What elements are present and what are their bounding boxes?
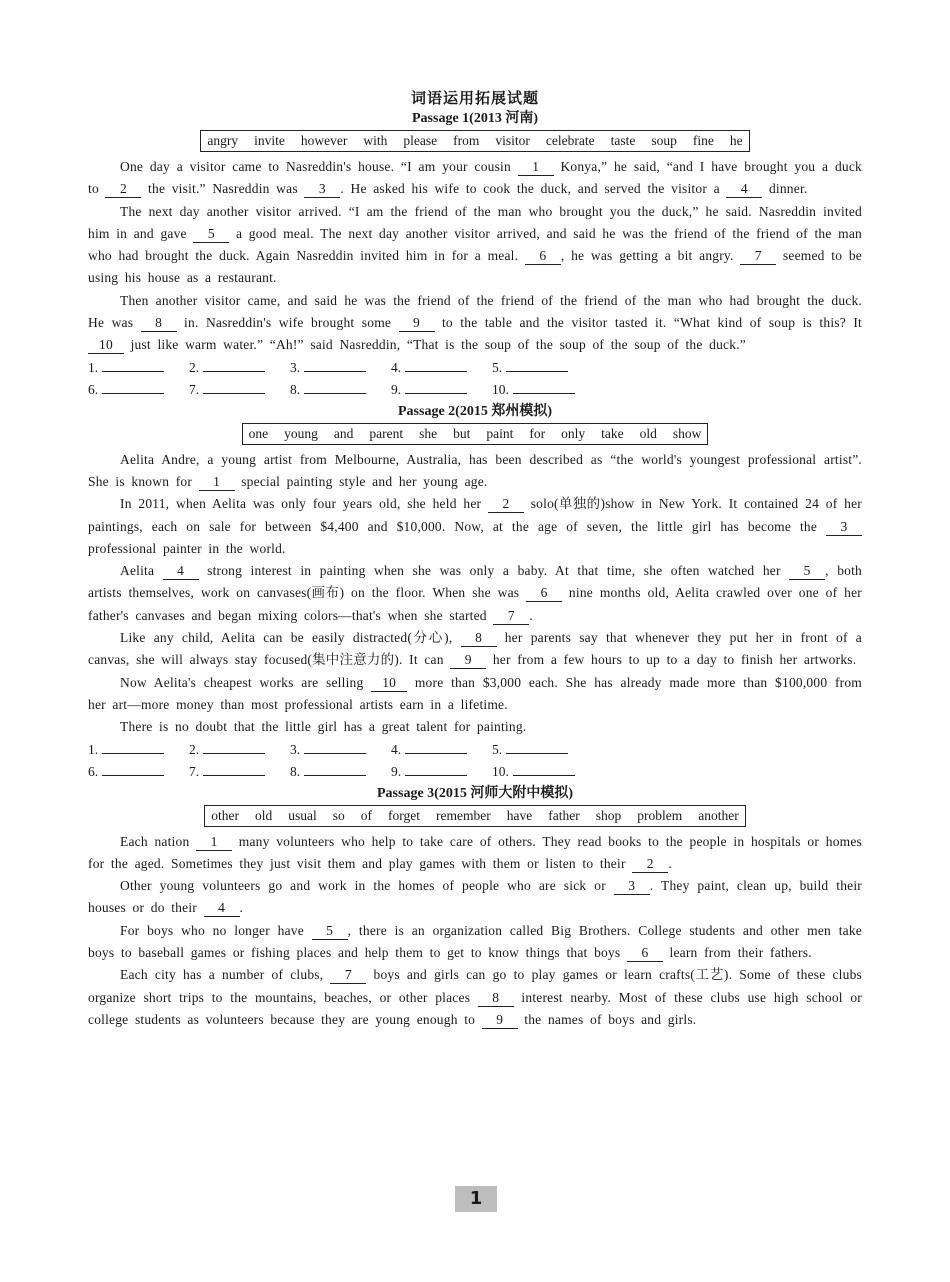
word-bank-item: father xyxy=(548,807,580,823)
word-bank-item: one xyxy=(248,425,269,441)
blank-3[interactable]: 3 xyxy=(614,878,650,895)
word-bank-item: another xyxy=(698,807,739,823)
answer-slot[interactable] xyxy=(492,379,593,401)
word-bank-item: for xyxy=(529,425,546,441)
passage2-answer-lines xyxy=(88,739,862,783)
word-bank-item: but xyxy=(453,425,471,441)
paragraph: Then another visitor came, and said he was the friend of the friend of the friend of the man who had brought the duck. He was 8 in. Nasreddin's wife brought some 9 to the table and the visitor tasted it. “What kind of soup is this? It 10 just like warm water.” “Ah!” said Nasreddin, “That is the soup of the soup of the soup of the duck.” xyxy=(88,292,863,353)
paragraph: For boys who no longer have 5 , there is an organization called Big Brothers. College students and other men take boys to baseball games or fishing places and help them to get to know things that boys 6 learn from their fathers. xyxy=(88,922,862,961)
answer-number: 4. xyxy=(391,359,402,375)
passage1-answer-lines xyxy=(88,357,862,401)
answer-number: 1. xyxy=(88,359,99,375)
blank-6[interactable]: 6 xyxy=(525,248,561,265)
word-bank-item: and xyxy=(333,425,354,441)
passage1-title: Passage 1(2013 河南) xyxy=(412,111,538,126)
word-bank-item: from xyxy=(453,133,480,148)
blank-3[interactable]: 3 xyxy=(826,519,862,536)
word-bank-item: only xyxy=(561,425,586,441)
answer-number: 3. xyxy=(290,359,301,375)
answer-slot[interactable] xyxy=(391,761,492,783)
answer-line[interactable] xyxy=(203,357,265,372)
blank-7[interactable]: 7 xyxy=(740,248,776,265)
blank-10[interactable]: 10 xyxy=(88,337,124,354)
answer-line[interactable] xyxy=(102,379,164,394)
answer-line[interactable] xyxy=(304,379,366,394)
blank-10[interactable]: 10 xyxy=(371,675,407,692)
answer-number: 5. xyxy=(492,741,503,757)
blank-7[interactable]: 7 xyxy=(330,967,366,984)
answer-slot[interactable] xyxy=(88,739,189,761)
blank-7[interactable]: 7 xyxy=(493,608,529,625)
answer-number: 7. xyxy=(189,763,200,779)
word-bank-item: parent xyxy=(369,425,404,441)
answer-slot[interactable] xyxy=(189,379,290,401)
paragraph: Each nation 1 many volunteers who help to take care of others. They read books to the people in hospitals or homes for the aged. Sometimes they just visit them and play games with them or listen to their 2 . xyxy=(88,833,862,871)
answer-number: 8. xyxy=(290,381,301,397)
paragraph: The next day another visitor arrived. “I am the friend of the man who brought you the duck,” he said. Nasreddin invited him in and gave 5 a good meal. The next day another visitor arrived, and said he was the friend of the friend of the man who had brought the duck. Again Nasreddin invited him in for a meal. 6 , he was getting a bit angry. 7 seemed to be using his house as a restaurant. xyxy=(88,203,862,286)
word-bank-item: forget xyxy=(388,807,421,823)
blank-9[interactable]: 9 xyxy=(399,315,435,332)
answer-row xyxy=(88,739,862,761)
answer-row xyxy=(88,761,862,783)
answer-row xyxy=(88,357,862,379)
answer-line[interactable] xyxy=(203,739,265,754)
word-bank-item: celebrate xyxy=(545,133,595,148)
answer-line[interactable] xyxy=(405,357,467,372)
paragraph: Aelita 4 strong interest in painting when she was only a baby. At that time, she often watched her 5 , both artists themselves, work on canvases(画布) on the floor. When she was 6 nine months old, Aelita crawled over one of her father's canvases and began mixing colors—that's when she started 7 . xyxy=(88,563,862,623)
paragraph: Now Aelita's cheapest works are selling 10 more than $3,000 each. She has already made more than $100,000 from her art—more money than most professional artists earn in a lifetime. xyxy=(88,674,863,712)
answer-slot[interactable] xyxy=(189,357,290,379)
paragraph: Aelita Andre, a young artist from Melbourne, Australia, has been described as “the world's youngest professional artist”. She is known for 1 special painting style and her young age. xyxy=(88,451,862,489)
word-bank-item: invite xyxy=(254,133,285,148)
answer-number: 6. xyxy=(88,763,99,779)
word-bank-item: fine xyxy=(692,133,714,148)
word-bank-item: take xyxy=(601,425,624,441)
answer-slot[interactable] xyxy=(290,739,391,761)
word-bank-item: remember xyxy=(436,807,491,823)
word-bank-item: have xyxy=(506,807,533,823)
paragraph: There is no doubt that the little girl has a great talent for painting. xyxy=(120,719,527,735)
answer-number: 8. xyxy=(290,763,301,779)
paragraph: Each city has a number of clubs, 7 boys and girls can go to play games or learn crafts(工艺). Some of these clubs organize short trips to the mountains, beaches, or other places 8 interest nearby. Most of these clubs use high school or college students as volunteers because they are young enough to 9 the names of boys and girls. xyxy=(88,967,862,1027)
answer-line[interactable] xyxy=(513,761,575,776)
blank-2[interactable]: 2 xyxy=(632,856,668,873)
word-bank-item: so xyxy=(332,807,345,823)
answer-number: 9. xyxy=(391,381,402,397)
answer-number: 2. xyxy=(189,359,200,375)
answer-number: 2. xyxy=(189,741,200,757)
word-bank-item: taste xyxy=(610,133,636,148)
answer-slot[interactable] xyxy=(189,761,290,783)
word-bank-item: however xyxy=(300,133,348,148)
word-bank-item: with xyxy=(363,133,388,148)
answer-line[interactable] xyxy=(102,739,164,754)
passage3-title: Passage 3(2015 河师大附中模拟) xyxy=(377,785,573,801)
answer-slot[interactable] xyxy=(88,357,189,379)
passage2-title: Passage 2(2015 郑州模拟) xyxy=(398,403,552,419)
answer-row xyxy=(88,379,862,401)
word-bank-item: please xyxy=(403,133,438,148)
paragraph: Other young volunteers go and work in the homes of people who are sick or 3 . They paint, clean up, build their houses or do their 4 . xyxy=(88,878,862,916)
blank-1[interactable]: 1 xyxy=(518,159,554,176)
blank-4[interactable]: 4 xyxy=(163,563,199,580)
answer-line[interactable] xyxy=(506,357,568,372)
answer-line[interactable] xyxy=(304,761,366,776)
blank-9[interactable]: 9 xyxy=(482,1012,518,1029)
word-bank-item: young xyxy=(284,425,318,441)
answer-line[interactable] xyxy=(102,357,164,372)
blank-6[interactable]: 6 xyxy=(526,585,562,602)
answer-line[interactable] xyxy=(304,357,366,372)
page xyxy=(88,0,862,1031)
passage3-word-box xyxy=(204,805,745,827)
answer-line[interactable] xyxy=(506,739,568,754)
answer-line[interactable] xyxy=(405,379,467,394)
blank-1[interactable]: 1 xyxy=(196,834,232,851)
answer-line[interactable] xyxy=(405,761,467,776)
answer-number: 10. xyxy=(492,763,509,779)
answer-number: 9. xyxy=(391,763,402,779)
word-bank-item: of xyxy=(360,807,373,823)
answer-number: 4. xyxy=(391,741,402,757)
word-bank-item: visitor xyxy=(495,133,530,148)
blank-3[interactable]: 3 xyxy=(304,181,340,198)
blank-8[interactable]: 8 xyxy=(461,630,497,647)
passage2-word-box xyxy=(242,423,709,445)
answer-number: 5. xyxy=(492,359,503,375)
paragraph: In 2011, when Aelita was only four years old, she held her 2 solo(单独的)show in New York. It contained 24 of her paintings, each on sale for between $4,400 and $10,000. Now, at the age of seven, the little girl has become the 3 professional painter in the world. xyxy=(88,496,862,556)
answer-number: 3. xyxy=(290,741,301,757)
page-number: 1 xyxy=(455,1186,497,1212)
passage1-text xyxy=(88,156,862,357)
word-bank-item: old xyxy=(639,425,657,441)
answer-slot[interactable] xyxy=(492,739,593,761)
answer-number: 10. xyxy=(492,381,509,397)
answer-number: 7. xyxy=(189,381,200,397)
answer-slot[interactable] xyxy=(88,379,189,401)
blank-5[interactable]: 5 xyxy=(789,563,825,580)
word-bank-item: old xyxy=(255,807,273,823)
word-bank-item: paint xyxy=(486,425,514,441)
blank-8[interactable]: 8 xyxy=(141,315,177,332)
answer-number: 6. xyxy=(88,381,99,397)
word-bank-item: show xyxy=(672,425,702,441)
word-bank-item: other xyxy=(211,807,240,823)
answer-slot[interactable] xyxy=(290,761,391,783)
passage2-text xyxy=(88,449,862,739)
answer-slot[interactable] xyxy=(492,761,593,783)
answer-slot[interactable] xyxy=(391,357,492,379)
answer-line[interactable] xyxy=(405,739,467,754)
answer-slot[interactable] xyxy=(189,739,290,761)
blank-4[interactable]: 4 xyxy=(726,181,762,198)
blank-5[interactable]: 5 xyxy=(193,226,229,243)
blank-2[interactable]: 2 xyxy=(488,496,524,513)
word-bank-item: he xyxy=(729,133,743,148)
word-bank-item: angry xyxy=(207,133,239,148)
answer-line[interactable] xyxy=(203,761,265,776)
answer-line[interactable] xyxy=(304,739,366,754)
paragraph: Like any child, Aelita can be easily distracted(分心), 8 her parents say that whenever they put her in front of a canvas, she will always stay focused(集中注意力的). It can 9 her from a few hours to up to a day to finish her artworks. xyxy=(88,630,862,668)
blank-8[interactable]: 8 xyxy=(478,990,514,1007)
word-bank-item: usual xyxy=(288,807,317,823)
passage3-text xyxy=(88,831,862,1032)
answer-slot[interactable] xyxy=(88,761,189,783)
blank-9[interactable]: 9 xyxy=(450,652,486,669)
blank-6[interactable]: 6 xyxy=(627,945,663,962)
blank-5[interactable]: 5 xyxy=(312,923,348,940)
word-bank-item: she xyxy=(419,425,438,441)
page-heading: 词语运用拓展试题 xyxy=(410,89,539,107)
passage1-word-box xyxy=(200,130,749,152)
answer-slot[interactable] xyxy=(492,357,593,379)
blank-1[interactable]: 1 xyxy=(199,474,235,491)
answer-slot[interactable] xyxy=(391,379,492,401)
word-bank-item: problem xyxy=(637,807,683,823)
blank-2[interactable]: 2 xyxy=(105,181,141,198)
answer-line[interactable] xyxy=(102,761,164,776)
paragraph: One day a visitor came to Nasreddin's house. “I am your cousin 1 Konya,” he said, “and I have brought you a duck to 2 the visit.” Nasreddin was 3 . He asked his wife to cook the duck, and served the visitor a 4 dinner. xyxy=(88,159,862,197)
answer-slot[interactable] xyxy=(391,739,492,761)
answer-slot[interactable] xyxy=(290,357,391,379)
blank-4[interactable]: 4 xyxy=(204,900,240,917)
word-bank-item: shop xyxy=(595,807,622,823)
word-bank-item: soup xyxy=(651,133,677,148)
answer-line[interactable] xyxy=(513,379,575,394)
answer-number: 1. xyxy=(88,741,99,757)
answer-line[interactable] xyxy=(203,379,265,394)
answer-slot[interactable] xyxy=(290,379,391,401)
